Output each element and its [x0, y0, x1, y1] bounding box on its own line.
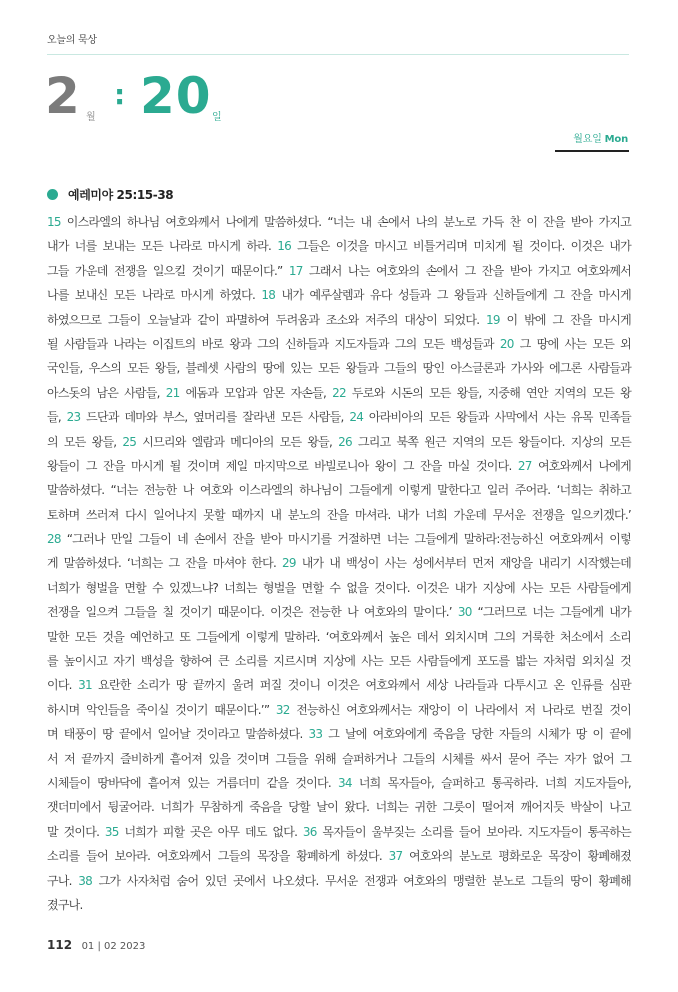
verse-text: 시체들이 땅바닥에 흩어져 있는 거름더미 같을 것이다.: [47, 775, 338, 790]
bullet-dot-icon: [47, 189, 58, 200]
verse-number: 26: [338, 434, 352, 449]
passage-line: [47, 698, 631, 722]
verse-number: 29: [281, 556, 296, 571]
passage-line: [47, 576, 631, 600]
verse-text: 그가 사자처럼 숨어 있던 곳에서 나오셨다. 무서운 전쟁과 여호와의 맹렬한 분노로 그들의 땅이 황폐해: [92, 873, 631, 888]
verse-number: 38: [78, 873, 93, 888]
verse-text: “그러므로 너는 그들에게 내가: [471, 605, 631, 620]
verse-text: 목자들이 울부짖는 소리를 들어 보아라. 지도자들이 통곡하는: [316, 824, 631, 839]
verse-number: 20: [499, 336, 514, 351]
verse-text: 될 사람들과 나라는 이집트의 바로 왕과 그의 신하들과 지도자들과 그의 모든 백성들과: [47, 336, 500, 351]
verse-text: 말씀하셨다. “너는 전능한 나 여호와 이스라엘의 하나님이 그들에게 이렇게 말한다고 일러 주어라. ‘너희는 취하고: [47, 483, 631, 498]
verse-number: 15: [47, 215, 61, 229]
verse-text: 이다.: [47, 678, 79, 693]
passage-line: [47, 771, 631, 795]
header-divider: [47, 54, 629, 55]
passage-line: [47, 795, 631, 819]
passage-body: [47, 210, 631, 917]
passage-line: [47, 308, 631, 332]
scripture-reference: 예레미야 25:15-38: [68, 188, 174, 202]
verse-text: 서 저 끝까지 즐비하게 흩어져 있을 것이며 그들을 위해 슬퍼하거나 그들의 시체를 싸서 묻어 주는 자가 없어 그: [47, 751, 631, 766]
verse-text: 내가 너를 보내는 모든 나라로 마시게 하라.: [47, 239, 278, 254]
passage-line: [47, 551, 631, 575]
verse-text: 전쟁을 일으켜 그들을 칠 것이기 때문이다. 이것은 전능한 나 여호와의 말이다.’: [47, 605, 458, 620]
passage-line: [47, 454, 631, 478]
verse-number: 33: [308, 727, 323, 742]
passage-line: [47, 332, 631, 356]
passage-line: [47, 503, 631, 527]
verse-text: 내가 예루살렘과 유다 성들과 그 왕들과 신하들에게 그 잔을 마시게: [275, 288, 631, 303]
passage-line: [47, 234, 631, 258]
day-number: 20: [140, 67, 212, 125]
passage-line: [47, 210, 631, 234]
verse-text: 아라비아의 모든 왕들과 사막에서 사는 유목 민족들: [363, 410, 631, 425]
section-label: 오늘의 묵상: [47, 35, 97, 46]
verse-number: 17: [288, 263, 303, 278]
passage-line: [47, 283, 631, 307]
passage-line: [47, 844, 631, 868]
verse-number: 19: [486, 312, 500, 327]
verse-number: 37: [388, 849, 403, 864]
passage-line: [47, 259, 631, 283]
verse-text: 이스라엘의 하나님 여호와께서 나에게 말씀하셨다. “너는 내 손에서 나의 분노로 가득 찬 이 잔을 받아 가지고: [60, 215, 631, 229]
verse-text: 국인들, 우스의 모든 왕들, 블레셋 사람의 땅에 있는 모든 왕들과 그들의 땅인 아스글론과 가사와 에그론 사람들과: [47, 361, 631, 376]
verse-number: 23: [66, 410, 81, 425]
passage-line: [47, 625, 631, 649]
verse-number: 32: [275, 702, 290, 717]
verse-text: 시므리와 엘람과 메디아의 모든 왕들,: [136, 434, 339, 449]
verse-text: 하시며 악인들을 죽이실 것이기 때문이다.’”: [47, 702, 276, 717]
verse-number: 28: [47, 532, 61, 547]
verse-number: 22: [332, 385, 346, 400]
verse-text: 그들은 이것을 마시고 비틀거리며 미치게 될 것이다. 이것은 내가: [290, 239, 631, 254]
verse-text: 그들 가운데 전쟁을 일으킬 것이기 때문이다.”: [47, 263, 289, 278]
verse-text: 요란한 소리가 땅 끝까지 울려 퍼질 것이니 이것은 여호와께서 세상 나라들과 다투시고 온 인류를 심판: [91, 678, 631, 693]
verse-text: 그래서 나는 여호와의 손에서 그 잔을 받아 가지고 여호와께서: [302, 263, 632, 278]
weekday-korean: 월요일: [573, 134, 602, 145]
verse-text: 며 태풍이 땅 끝에서 일어날 것이라고 말씀하셨다.: [47, 727, 309, 742]
verse-number: 36: [302, 824, 317, 839]
verse-number: 31: [78, 678, 92, 693]
verse-text: 드단과 데마와 부스, 옆머리를 잘라낸 모든 사람들,: [80, 410, 350, 425]
verse-text: 너희 목자들아, 슬퍼하고 통곡하라. 너희 지도자들아,: [351, 775, 632, 790]
day-unit: 일: [212, 112, 222, 123]
passage-line: [47, 747, 631, 771]
verse-number: 34: [338, 775, 352, 790]
verse-text: 토하며 쓰러져 다시 일어나지 못할 때까지 내 분노의 잔을 마셔라. 내가 너희 가운데 무서운 전쟁을 일으키겠다.’: [47, 507, 631, 522]
date-separator: :: [114, 78, 126, 111]
verse-text: 의 모든 왕들,: [47, 434, 123, 449]
passage-line: [47, 600, 631, 624]
verse-text: 왕들이 그 잔을 마시게 될 것이며 제일 마지막으로 바빌로니아 왕이 그 잔을 마실 것이다.: [47, 458, 518, 473]
verse-text: 두로와 시돈의 모든 왕들, 지중해 연안 지역의 모든 왕: [345, 385, 631, 400]
verse-number: 30: [457, 605, 472, 620]
verse-text: 들,: [47, 410, 67, 425]
verse-number: 35: [104, 824, 119, 839]
verse-text: 소리를 들어 보아라. 여호와께서 그들의 목장을 황폐하게 하셨다.: [47, 849, 389, 864]
verse-text: 전능하신 여호와께서는 재앙이 이 나라에서 저 나라로 번질 것이: [289, 702, 631, 717]
passage-line: [47, 430, 631, 454]
page-footer: [47, 938, 145, 952]
verse-text: 여호와의 분노로 평화로운 목장이 황폐해졌: [402, 849, 631, 864]
verse-number: 24: [349, 410, 364, 425]
verse-text: 게 말씀하셨다. ‘너희는 그 잔을 마셔야 한다.: [47, 556, 282, 571]
verse-text: 그리고 북쪽 원근 지역의 모든 왕들이다. 지상의 모든: [351, 434, 632, 449]
passage-reference: [47, 186, 173, 203]
passage-line: [47, 478, 631, 502]
verse-text: 구나.: [47, 873, 79, 888]
verse-text: 하였으므로 그들이 오늘날과 같이 파멸하여 두려움과 조소와 저주의 대상이 되었다.: [47, 312, 486, 327]
issue-date: 01 | 02 2023: [81, 941, 146, 952]
verse-number: 16: [277, 239, 291, 254]
verse-text: “그러나 만일 그들이 네 손에서 잔을 받아 마시기를 거절하면 너는 그들에게 말하라:전능하신 여호와께서 이렇: [60, 532, 631, 547]
verse-text: 그 날에 여호와에게 죽음을 당한 자들의 시체가 땅 이 끝에: [322, 727, 632, 742]
month-number: 2: [45, 67, 80, 125]
weekday-underline: [555, 150, 629, 152]
verse-text: 내가 내 백성이 사는 성에서부터 먼저 재앙을 내리기 시작했는데: [295, 556, 631, 571]
verse-text: 나를 보내신 모든 나라로 마시게 하였다.: [47, 288, 262, 303]
verse-text: 졌구나.: [47, 897, 83, 912]
page-number: 112: [47, 938, 73, 952]
verse-number: 21: [165, 385, 180, 400]
verse-number: 18: [261, 288, 276, 303]
weekday-label: [573, 130, 628, 145]
passage-line: [47, 527, 631, 551]
verse-text: 너희가 피할 곳은 아무 데도 없다.: [118, 824, 303, 839]
passage-line: [47, 649, 631, 673]
verse-text: 말 것이다.: [47, 824, 105, 839]
verse-text: 아스돗의 남은 사람들,: [47, 385, 166, 400]
verse-number: 27: [517, 458, 532, 473]
verse-text: 에돔과 모압과 암몬 자손들,: [179, 385, 333, 400]
verse-number: 25: [122, 434, 137, 449]
passage-line: [47, 869, 631, 893]
passage-line: [47, 893, 631, 917]
passage-line: [47, 820, 631, 844]
verse-text: 이 밖에 그 잔을 마시게: [499, 312, 632, 327]
passage-line: [47, 381, 631, 405]
passage-line: [47, 405, 631, 429]
verse-text: 잿더미에서 뒹굴어라. 너희가 무참하게 죽음을 당할 날이 왔다. 너희는 귀한 그릇이 떨어져 깨어지듯 박살이 나고: [47, 800, 631, 815]
verse-text: 말한 모든 것을 예언하고 또 그들에게 이렇게 말하라. ‘여호와께서 높은 데서 외치시며 그의 거룩한 처소에서 소리: [47, 629, 631, 644]
passage-line: [47, 722, 631, 746]
passage-line: [47, 356, 631, 380]
weekday-english: Mon: [604, 134, 628, 145]
passage-line: [47, 673, 631, 697]
verse-text: 너희가 형벌을 면할 수 있겠느냐? 너희는 형벌을 면할 수 없을 것이다. 이것은 내가 지상에 사는 모든 사람들에게: [47, 580, 631, 595]
verse-text: 그 땅에 사는 모든 외: [513, 336, 631, 351]
month-unit: 월: [86, 112, 96, 123]
verse-text: 여호와께서 나에게: [531, 458, 631, 473]
verse-text: 를 높이시고 자기 백성을 향하여 큰 소리를 지르시며 지상에 사는 모든 사람들에게 포도를 밟는 자처럼 외치실 것: [47, 654, 631, 669]
